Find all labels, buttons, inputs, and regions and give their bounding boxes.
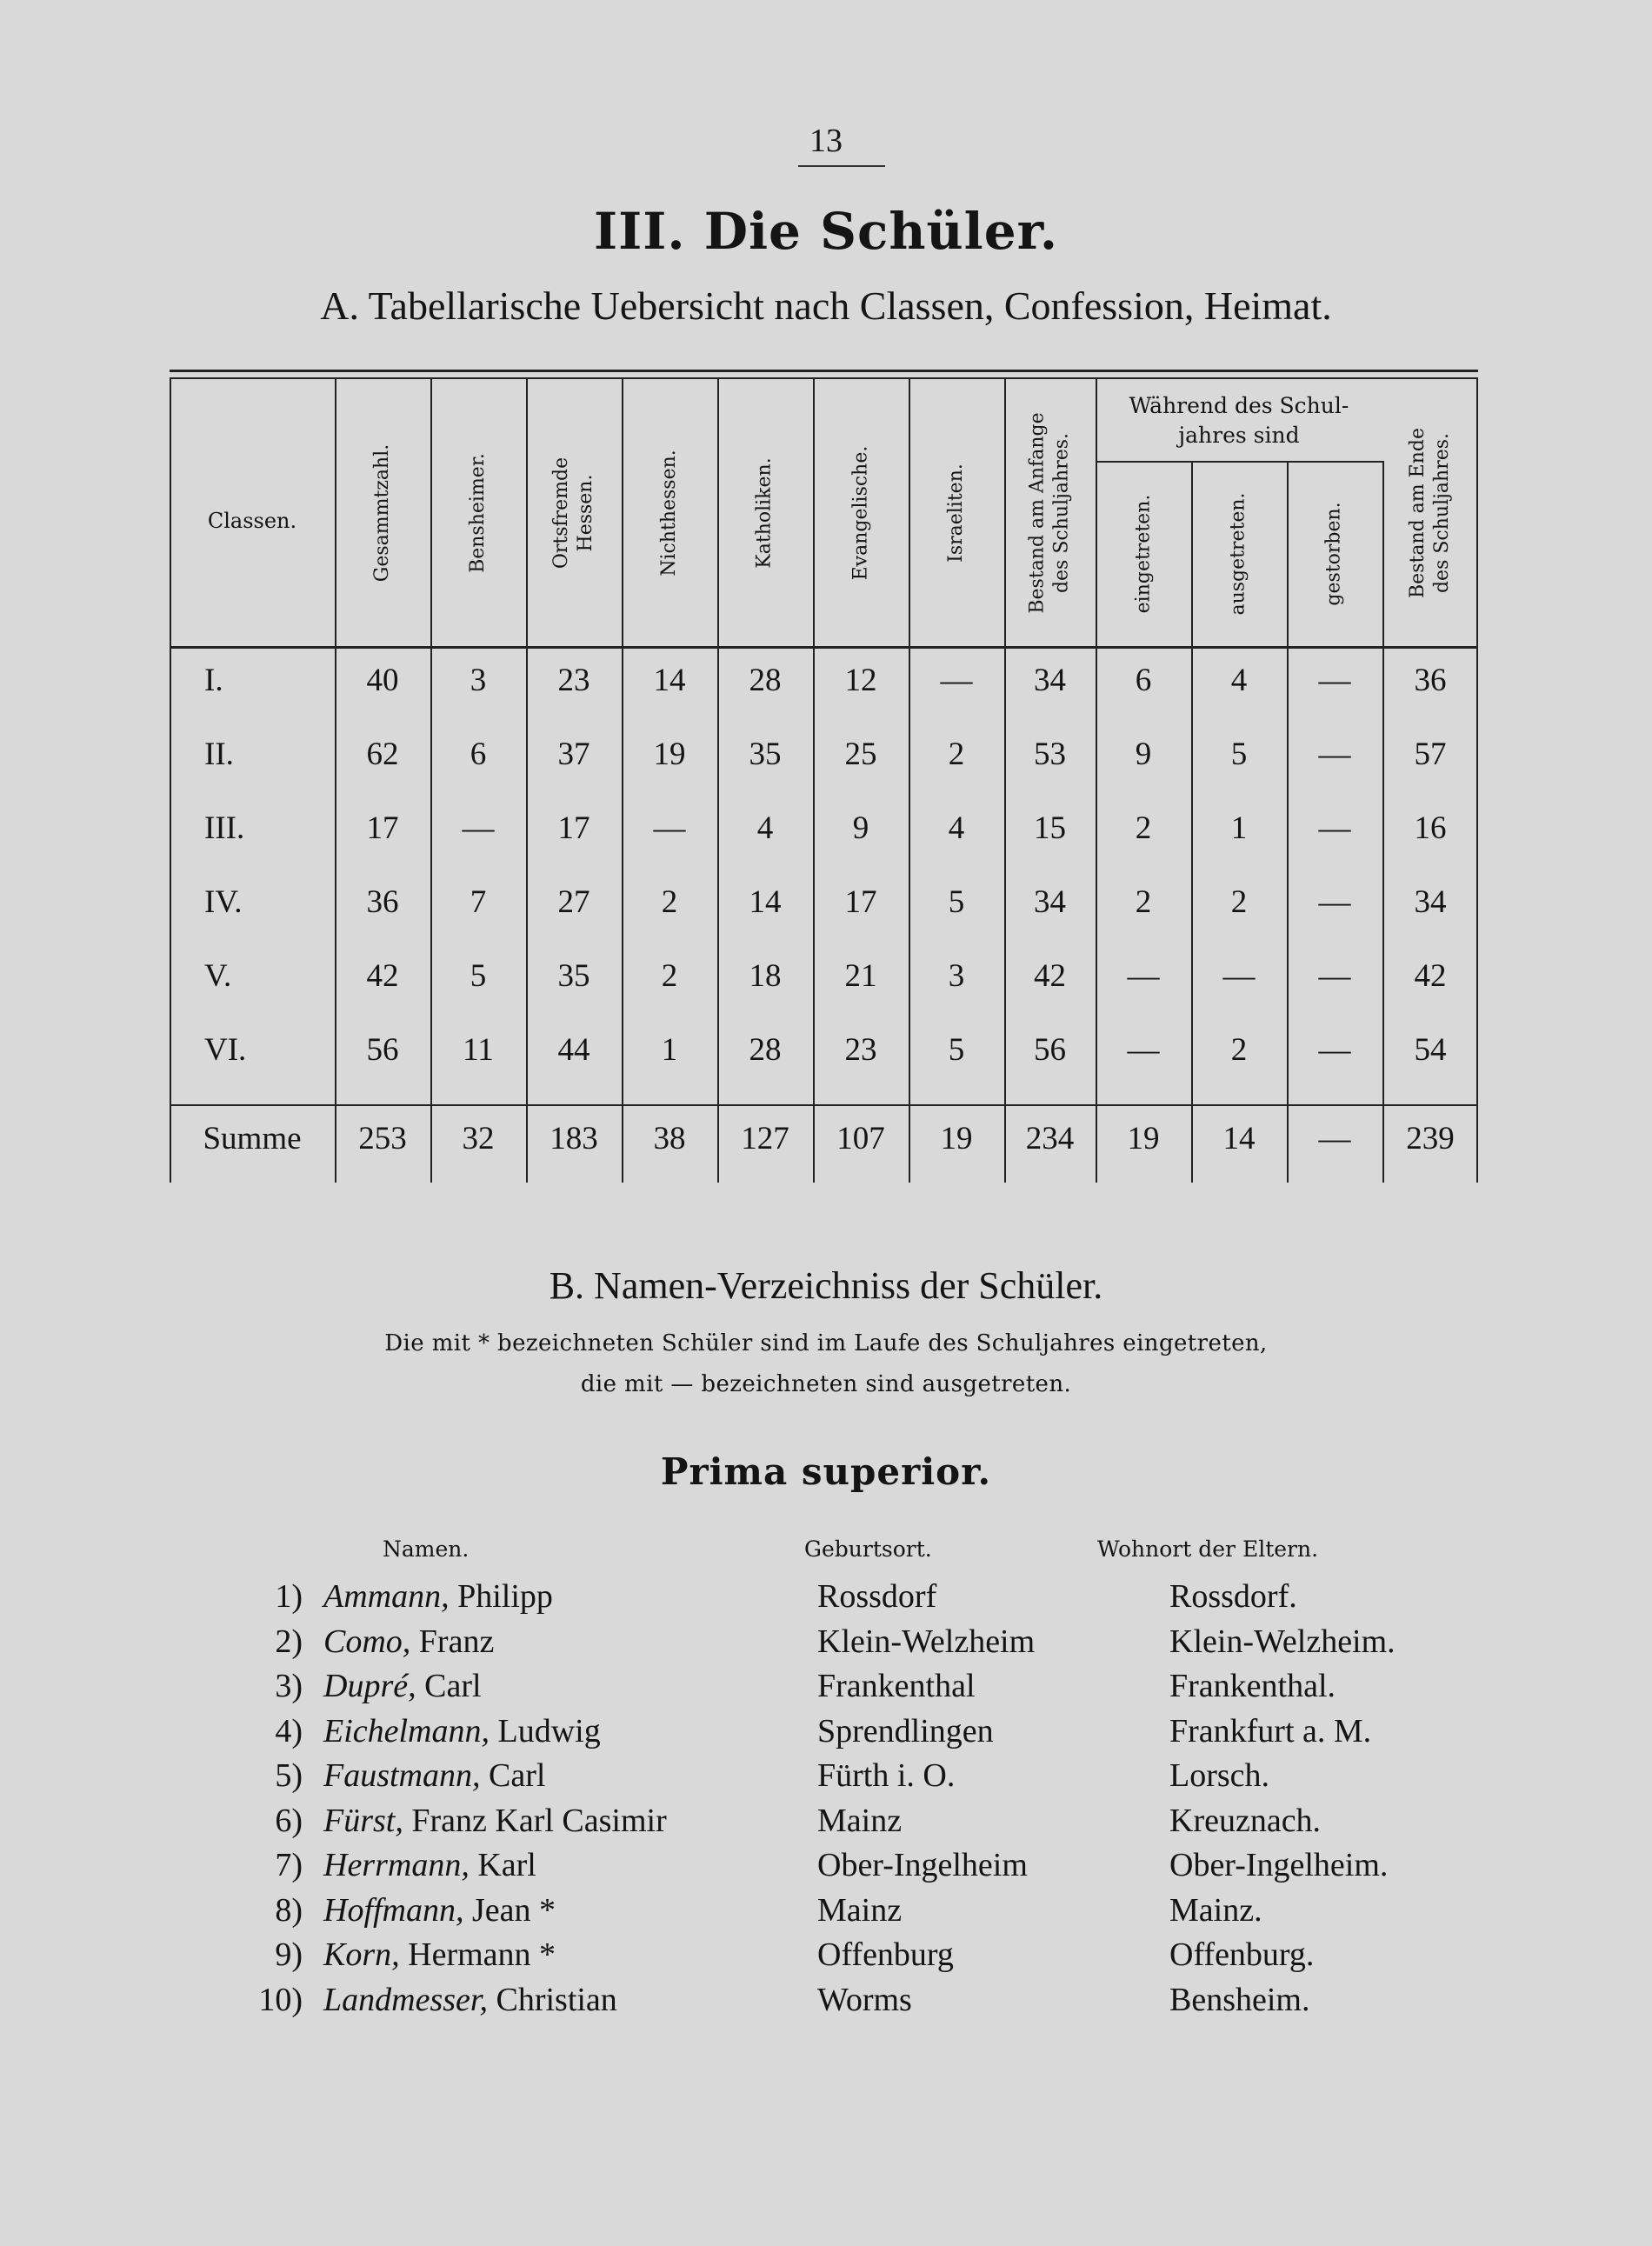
- table-row-2-cell: —: [1318, 736, 1351, 772]
- table-row-6-cell: 2: [1230, 1032, 1248, 1068]
- student-residence: Ober-Ingelheim.: [1169, 1847, 1389, 1883]
- table-row-3-cell: 1: [1230, 810, 1248, 846]
- student-number: 5): [275, 1757, 303, 1794]
- table-row-4-cell: 34: [1034, 884, 1066, 920]
- student-birthplace: Frankenthal: [817, 1668, 976, 1704]
- table-row-1-cell: 6: [1135, 663, 1152, 698]
- table-row-1-cell: 4: [1230, 663, 1248, 698]
- student-residence: Klein-Welzheim.: [1169, 1623, 1396, 1660]
- table-row-4-cell: 17: [844, 884, 877, 920]
- student-surname: Fürst,: [323, 1802, 403, 1839]
- column-header-9: [1096, 461, 1191, 646]
- table-row-6-cell: 56: [1034, 1032, 1066, 1068]
- student-row: [0, 1977, 1652, 2023]
- header-bottom-rule: [170, 646, 1478, 649]
- table-sum-row-cell: 127: [741, 1121, 789, 1156]
- table-row-2-cell: 25: [844, 736, 877, 772]
- student-given-name: Carl: [480, 1757, 546, 1794]
- student-name: [323, 1753, 545, 1798]
- table-row-5-cell: —: [1127, 958, 1160, 994]
- table-sum-row-label: Summe: [203, 1121, 302, 1156]
- column-header-line2: des Schuljahres.: [1050, 432, 1073, 593]
- student-row: [0, 1888, 1652, 1933]
- column-header-text: [370, 443, 395, 581]
- column-header-7: [909, 379, 1004, 646]
- table-sum-row-cell: 183: [550, 1121, 598, 1156]
- student-residence: Frankfurt a. M.: [1169, 1712, 1372, 1749]
- student-row: [0, 1798, 1652, 1843]
- student-given-name: Philipp: [449, 1578, 553, 1615]
- column-header-text: [1131, 494, 1156, 613]
- column-header-line1: Gesammtzahl.: [371, 443, 393, 582]
- table-row-2-cell: 35: [749, 736, 782, 772]
- column-header-line1: Bestand am Ende: [1407, 427, 1429, 598]
- table-row-3-cell: 4: [756, 810, 774, 846]
- student-name: [323, 1888, 556, 1933]
- column-header-text: [466, 453, 490, 573]
- student-residence: Offenburg.: [1169, 1936, 1315, 1973]
- table-sum-row-cell: 239: [1406, 1121, 1455, 1156]
- student-birthplace: Fürth i. O.: [817, 1757, 956, 1794]
- classes-header: Classen.: [207, 509, 297, 533]
- table-row-4-cell: —: [1318, 884, 1351, 920]
- table-sum-row-cell: 19: [940, 1121, 973, 1156]
- table-row-5-cell: 42: [366, 958, 399, 994]
- student-number: 4): [275, 1712, 303, 1749]
- student-row: [0, 1753, 1652, 1798]
- table-sum-row-cell: —: [1318, 1121, 1351, 1156]
- column-header-11: [1287, 461, 1382, 646]
- column-header-line1: Katholiken.: [754, 457, 776, 569]
- column-header-12: [1382, 379, 1478, 646]
- table-sum-row-cell: 253: [358, 1121, 407, 1156]
- student-name: [323, 1843, 536, 1888]
- student-row: [0, 1574, 1652, 1619]
- table-row-6-cell: 44: [557, 1032, 590, 1068]
- table-row-4-cell: 34: [1414, 884, 1447, 920]
- student-birthplace: Rossdorf: [817, 1578, 937, 1615]
- student-given-name: Carl: [416, 1668, 482, 1704]
- table-row-3-cell: —: [653, 810, 686, 846]
- main-title: III. Die Schüler.: [593, 202, 1059, 261]
- column-header-line1: Evangelische.: [849, 445, 871, 580]
- table-row-4-cell: 36: [366, 884, 399, 920]
- table-row-4-cell: 14: [749, 884, 782, 920]
- column-header-line1: gestorben.: [1323, 501, 1346, 606]
- table-row-6-cell: —: [1127, 1032, 1160, 1068]
- student-birthplace: Mainz: [817, 1802, 903, 1839]
- table-row-6-cell: 5: [948, 1032, 965, 1068]
- table-row-5-cell: 35: [557, 958, 590, 994]
- student-given-name: Hermann *: [399, 1936, 556, 1973]
- column-label-residence: Wohnort der Eltern.: [1097, 1536, 1319, 1562]
- waehrend-header-line1: Während des Schul-: [1129, 393, 1349, 418]
- table-row-2-cell: 9: [1135, 736, 1152, 772]
- student-birthplace: Mainz: [817, 1891, 903, 1929]
- table-row-3-cell: —: [462, 810, 495, 846]
- student-number: 1): [275, 1578, 303, 1615]
- table-row-6-label: VI.: [204, 1032, 247, 1068]
- class-title: Prima superior.: [660, 1450, 992, 1493]
- table-sum-row-cell: 107: [836, 1121, 885, 1156]
- table-row-6-cell: —: [1318, 1032, 1351, 1068]
- student-surname: Faustmann,: [323, 1757, 481, 1794]
- student-name: [323, 1663, 482, 1709]
- statistics-table: [170, 370, 1478, 1183]
- student-surname: Eichelmann,: [323, 1712, 490, 1749]
- column-header-line1: Bensheimer.: [467, 452, 489, 573]
- table-row-5-cell: 42: [1034, 958, 1066, 994]
- column-header-2: [430, 379, 526, 646]
- table-row-6-cell: 1: [661, 1032, 678, 1068]
- column-header-line1: eingetreten.: [1132, 494, 1155, 613]
- column-header-1: [335, 379, 430, 646]
- student-birthplace: Klein-Welzheim: [817, 1623, 1036, 1660]
- student-number: 6): [275, 1802, 303, 1839]
- column-header-line1: ausgetreten.: [1228, 491, 1250, 616]
- page-number-rule: [798, 165, 885, 167]
- student-given-name: Christian: [487, 1981, 617, 2018]
- table-row-1-label: I.: [204, 663, 223, 698]
- column-header-4: [622, 379, 717, 646]
- student-surname: Como,: [323, 1623, 411, 1660]
- table-row-2-cell: 37: [557, 736, 590, 772]
- student-row: [0, 1663, 1652, 1709]
- student-number: 8): [275, 1891, 303, 1929]
- table-row-3-cell: 16: [1414, 810, 1447, 846]
- table-row-4-cell: 27: [557, 884, 590, 920]
- column-header-8: [1004, 379, 1096, 646]
- table-row-2-cell: 57: [1414, 736, 1447, 772]
- table-row-1-cell: —: [1318, 663, 1351, 698]
- table-row-6-cell: 28: [749, 1032, 782, 1068]
- table-row-4-cell: 5: [948, 884, 965, 920]
- column-header-6: [813, 379, 909, 646]
- student-row: [0, 1619, 1652, 1664]
- table-top-rule: [170, 370, 1478, 372]
- student-surname: Korn,: [323, 1936, 400, 1973]
- table-row-4-cell: 2: [1135, 884, 1152, 920]
- table-row-1-cell: 12: [844, 663, 877, 698]
- column-header-text: [1322, 502, 1347, 605]
- table-row-1-cell: 23: [557, 663, 590, 698]
- table-row-2-cell: 6: [470, 736, 487, 772]
- table-subtitle: A. Tabellarische Uebersicht nach Classen, Confession, Heimat.: [320, 283, 1332, 328]
- waehrend-header-line2: jahres sind: [1178, 423, 1300, 448]
- student-name: [323, 1798, 667, 1843]
- student-name: [323, 1574, 553, 1619]
- table-sum-row-cell: 14: [1222, 1121, 1256, 1156]
- note-line-2: die mit — bezeichneten sind ausgetreten.: [580, 1371, 1072, 1397]
- student-residence: Mainz.: [1169, 1891, 1262, 1929]
- column-header-text: [1026, 412, 1075, 613]
- table-row-6-cell: 23: [844, 1032, 877, 1068]
- table-row-2-cell: 53: [1034, 736, 1066, 772]
- table-row-1-cell: 34: [1034, 663, 1066, 698]
- table-row-5-cell: 18: [749, 958, 782, 994]
- student-row: [0, 1932, 1652, 1977]
- student-given-name: Franz: [410, 1623, 495, 1660]
- table-row-6-cell: 56: [366, 1032, 399, 1068]
- student-name: [323, 1977, 617, 2023]
- column-header-line1: Bestand am Anfange: [1026, 411, 1049, 614]
- table-row-4-cell: 7: [470, 884, 487, 920]
- student-residence: Frankenthal.: [1169, 1668, 1336, 1704]
- column-header-text: [1227, 492, 1251, 615]
- student-number: 7): [275, 1847, 303, 1883]
- table-row-1-cell: 40: [366, 663, 399, 698]
- table-row-1-cell: 14: [653, 663, 686, 698]
- table-row-3-cell: 2: [1135, 810, 1152, 846]
- table-row-5-cell: 3: [948, 958, 965, 994]
- column-header-line1: Israeliten.: [945, 463, 968, 563]
- table-row-3-cell: 17: [557, 810, 590, 846]
- table-row-2-cell: 19: [653, 736, 686, 772]
- student-row: [0, 1709, 1652, 1754]
- student-name: [323, 1709, 601, 1754]
- column-header-line1: Nichthessen.: [658, 449, 681, 576]
- table-row-4-label: IV.: [204, 884, 243, 920]
- column-header-text: [753, 457, 777, 568]
- table-row-5-cell: 21: [844, 958, 877, 994]
- table-row-2-cell: 62: [366, 736, 399, 772]
- student-number: 2): [275, 1623, 303, 1660]
- student-number: 10): [258, 1981, 303, 2018]
- table-row-3-cell: —: [1318, 810, 1351, 846]
- column-header-text: [944, 463, 969, 563]
- table-row-5-cell: 2: [661, 958, 678, 994]
- table-row-6-cell: 54: [1414, 1032, 1447, 1068]
- student-surname: Dupré,: [323, 1668, 416, 1704]
- student-given-name: Ludwig: [490, 1712, 601, 1749]
- table-row-1-cell: —: [940, 663, 973, 698]
- section-b-title: B. Namen-Verzeichniss der Schüler.: [549, 1264, 1103, 1307]
- table-row-3-cell: 15: [1034, 810, 1066, 846]
- column-header-3: [526, 379, 622, 646]
- student-birthplace: Sprendlingen: [817, 1712, 994, 1749]
- table-sum-row-cell: 19: [1127, 1121, 1160, 1156]
- column-header-line2: Hessen.: [575, 474, 597, 551]
- student-birthplace: Offenburg: [817, 1936, 954, 1973]
- column-label-names: Namen.: [383, 1536, 470, 1562]
- table-row-5-cell: —: [1222, 958, 1256, 994]
- table-row-1-cell: 28: [749, 663, 782, 698]
- student-residence: Kreuznach.: [1169, 1802, 1322, 1839]
- student-birthplace: Ober-Ingelheim: [817, 1847, 1028, 1883]
- column-header-text: [849, 445, 873, 580]
- table-row-3-cell: 17: [366, 810, 399, 846]
- table-row-1-cell: 36: [1414, 663, 1447, 698]
- table-row-5-cell: 5: [470, 958, 487, 994]
- page-number: 13: [809, 123, 843, 159]
- column-header-text: [550, 457, 598, 568]
- column-header-10: [1191, 461, 1287, 646]
- student-residence: Lorsch.: [1169, 1757, 1270, 1794]
- column-label-birthplace: Geburtsort.: [804, 1536, 932, 1562]
- table-sum-row-cell: 32: [462, 1121, 495, 1156]
- table-row-5-cell: —: [1318, 958, 1351, 994]
- table-row-4-cell: 2: [661, 884, 678, 920]
- table-sum-row-cell: 234: [1025, 1121, 1075, 1156]
- student-birthplace: Worms: [817, 1981, 912, 2018]
- table-row-6-cell: 11: [463, 1032, 494, 1068]
- table-row-4-cell: 2: [1230, 884, 1248, 920]
- column-header-line2: des Schuljahres.: [1431, 432, 1454, 593]
- student-name: [323, 1932, 556, 1977]
- table-row-5-cell: 42: [1414, 958, 1447, 994]
- student-number: 9): [275, 1936, 303, 1973]
- table-row-3-cell: 9: [852, 810, 869, 846]
- table-row-2-label: II.: [204, 736, 234, 772]
- waehrend-header: [1096, 391, 1382, 450]
- table-row-1-cell: 3: [470, 663, 487, 698]
- student-name: [323, 1619, 494, 1664]
- table-row-5-label: V.: [204, 958, 232, 994]
- column-header-text: [657, 450, 682, 576]
- student-given-name: Franz Karl Casimir: [403, 1802, 667, 1839]
- table-row-3-label: III.: [204, 810, 245, 846]
- table-row-2-cell: 5: [1230, 736, 1248, 772]
- column-header-text: [1406, 428, 1455, 598]
- student-residence: Rossdorf.: [1169, 1578, 1297, 1615]
- table-row-3-cell: 4: [948, 810, 965, 846]
- student-residence: Bensheim.: [1169, 1981, 1310, 2018]
- student-row: [0, 1843, 1652, 1888]
- student-surname: Ammann,: [323, 1578, 450, 1615]
- student-surname: Landmesser,: [323, 1981, 488, 2018]
- student-number: 3): [275, 1668, 303, 1704]
- student-surname: Hoffmann,: [323, 1891, 464, 1929]
- table-sum-row-cell: 38: [653, 1121, 686, 1156]
- note-line-1: Die mit * bezeichneten Schüler sind im Laufe des Schuljahres eingetreten,: [384, 1330, 1268, 1356]
- sum-top-rule: [170, 1104, 1478, 1106]
- student-surname: Herrmann,: [323, 1847, 470, 1883]
- student-given-name: Jean *: [463, 1891, 556, 1929]
- column-header-5: [717, 379, 813, 646]
- column-header-line1: Ortsfremde: [550, 457, 573, 569]
- student-given-name: Karl: [469, 1847, 536, 1883]
- table-row-2-cell: 2: [948, 736, 965, 772]
